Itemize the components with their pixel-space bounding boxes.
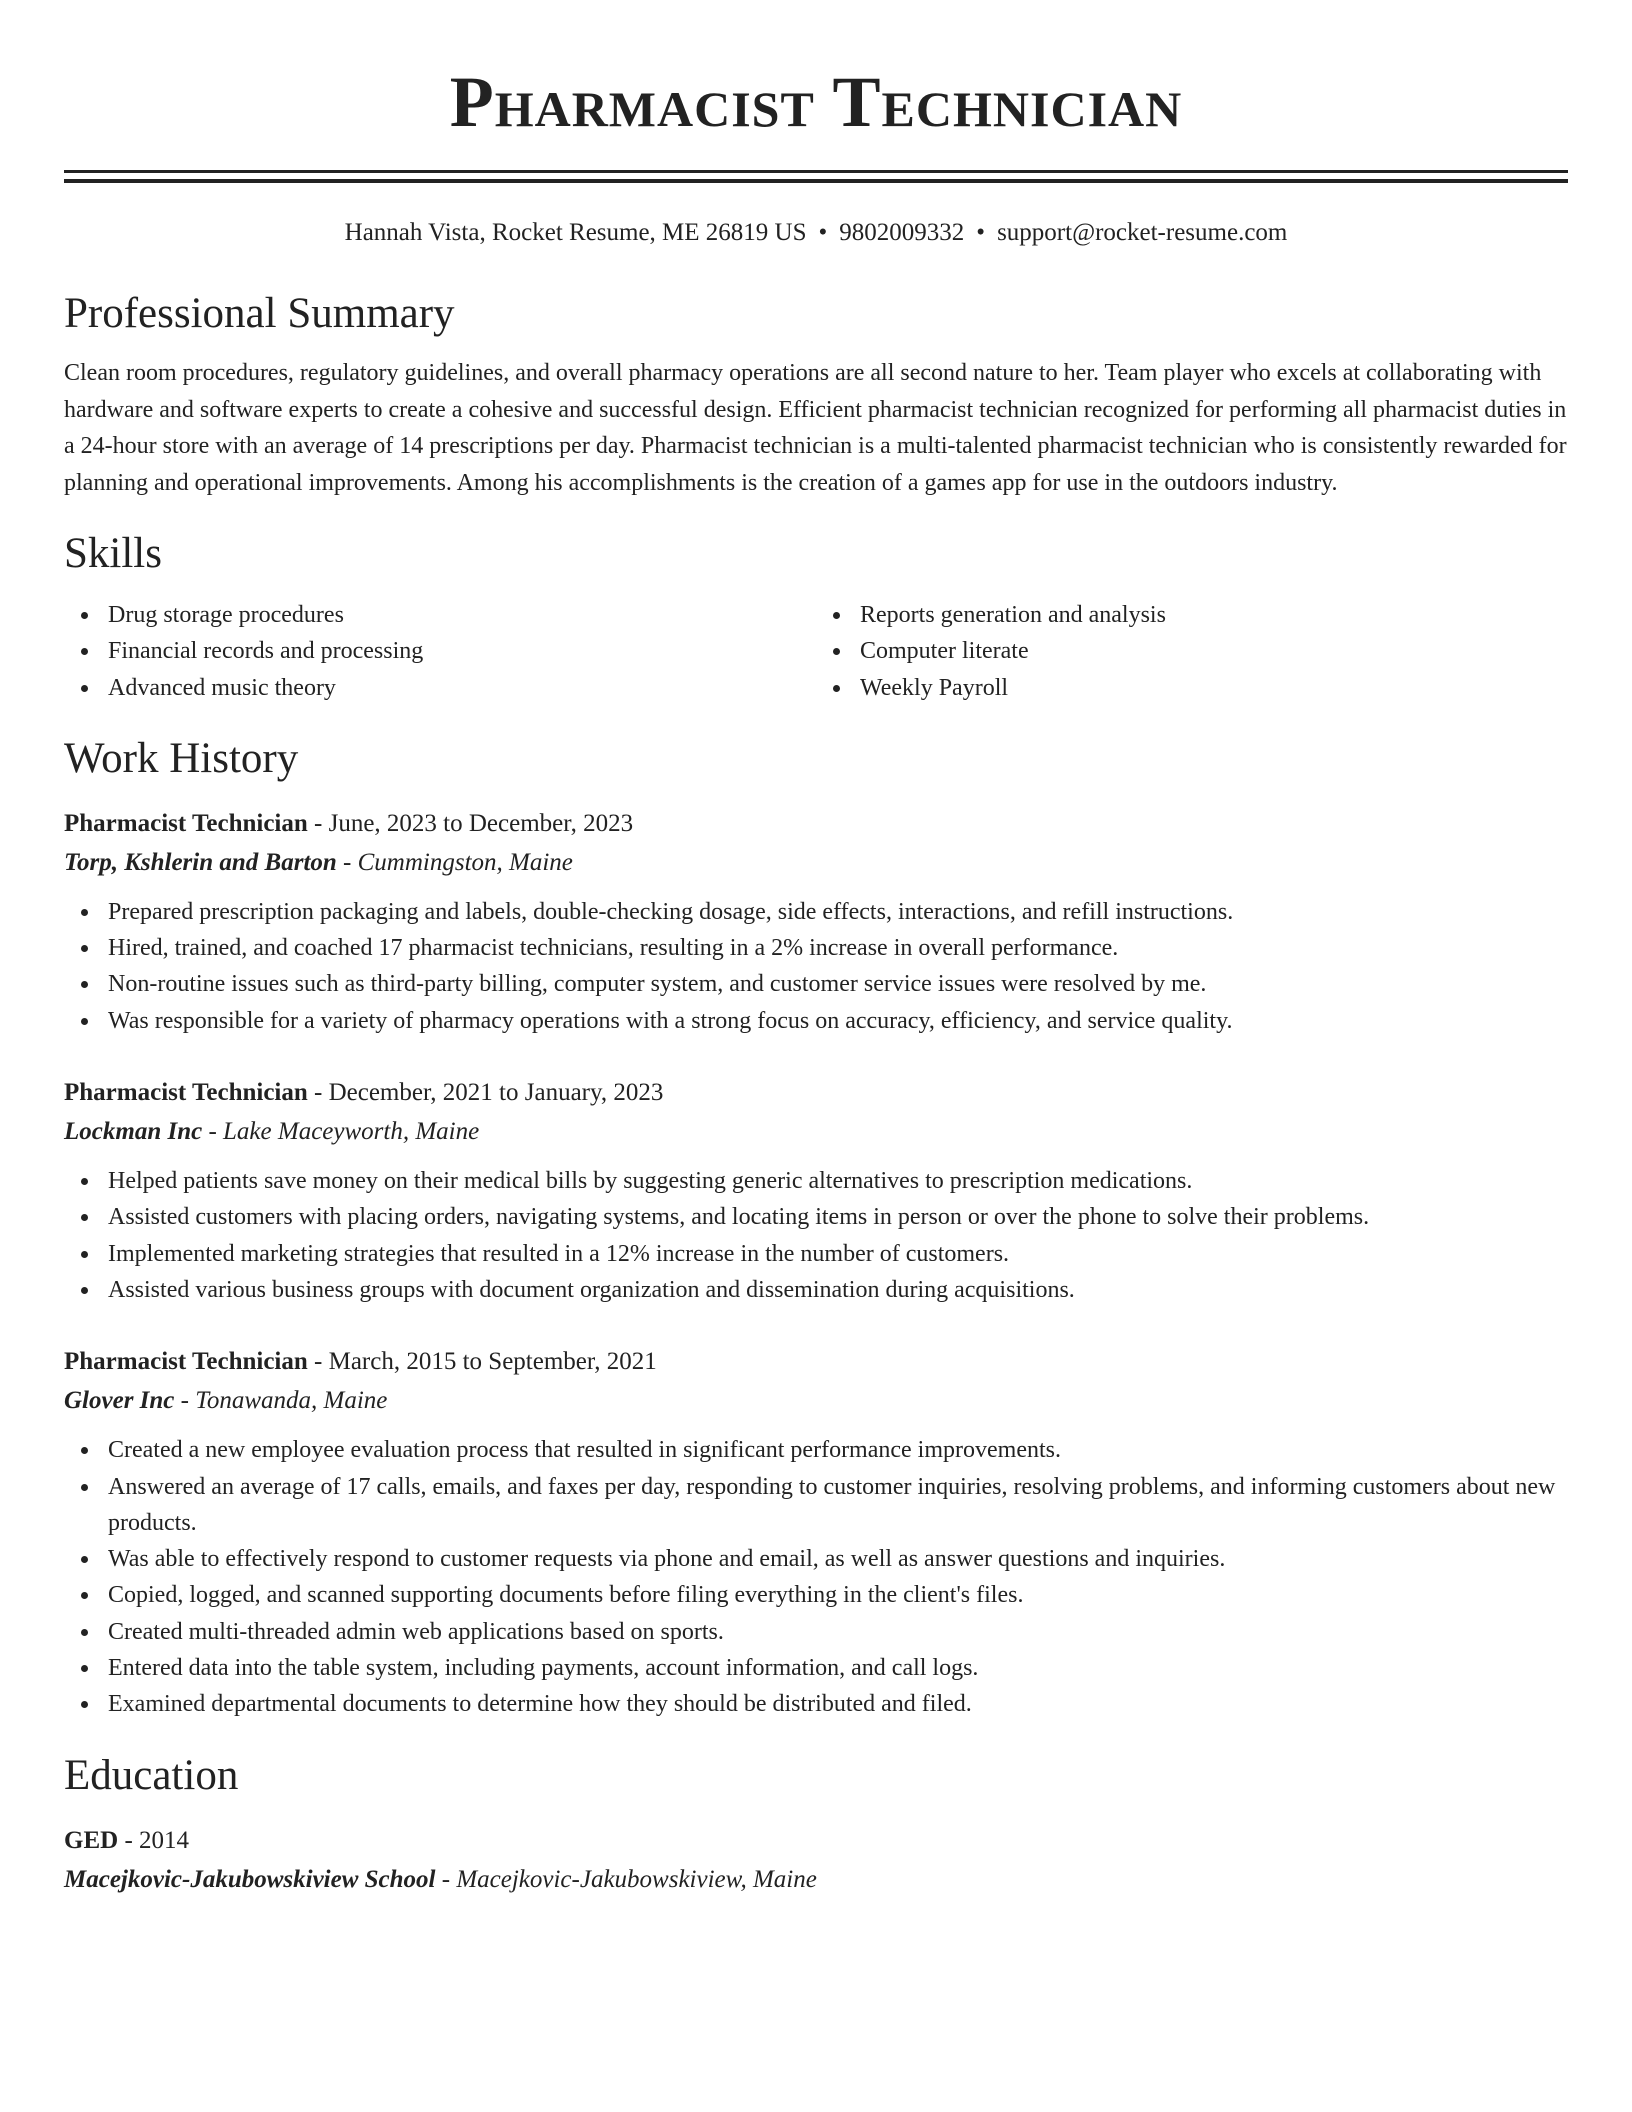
job-bullet: Assisted various business groups with document organization and dissemination during acquisitions.	[108, 1272, 1568, 1308]
job-bullets	[64, 1163, 1568, 1308]
title-divider-top	[64, 170, 1568, 173]
job-bullet: Created a new employee evaluation process that resulted in significant performance improvements.	[108, 1432, 1568, 1468]
job-location: Lake Maceyworth, Maine	[223, 1118, 480, 1146]
job-title-line: Pharmacist Technician - December, 2021 to January, 2023	[64, 1079, 664, 1107]
job-bullet: Created multi-threaded admin web applications based on sports.	[108, 1614, 1568, 1650]
skill-item: Advanced music theory	[108, 670, 816, 706]
job-title-line: Pharmacist Technician - June, 2023 to December, 2023	[64, 809, 634, 837]
job-location: Cummingston, Maine	[357, 848, 573, 876]
job-entry	[64, 1342, 1568, 1722]
job-bullet: Prepared prescription packaging and labels, double-checking dosage, side effects, interactions, and refill instructions.	[108, 894, 1568, 930]
skills-column-left	[64, 597, 816, 706]
job-company: Torp, Kshlerin and Barton	[64, 848, 337, 876]
education-location: Macejkovic-Jakubowskiview, Maine	[456, 1865, 817, 1893]
skill-item: Financial records and processing	[108, 633, 816, 669]
education-degree-line: GED - 2014	[64, 1826, 190, 1854]
education-degree: GED	[64, 1826, 119, 1854]
job-title: Pharmacist Technician	[64, 1348, 308, 1376]
education-heading: Education	[64, 1751, 239, 1799]
contact-address: Hannah Vista, Rocket Resume, ME 26819 US	[344, 219, 807, 246]
job-bullet: Answered an average of 17 calls, emails, and faxes per day, responding to customer inquiries, resolving problems, and informing customers about new products.	[108, 1469, 1568, 1542]
contact-line	[64, 217, 1568, 249]
summary-text: Clean room procedures, regulatory guidelines, and overall pharmacy operations are all second nature to her. Team player who excels at collaborating with hardware and software experts to create a cohesive and successful design. Efficient pharmacist technician recognized for performing all pharmacist duties in a 24-hour store with an average of 14 prescriptions per day. Pharmacist technician is a multi-talented pharmacist technician who is consistently rewarded for planning and operational improvements. Among his accomplishments is the creation of a games app for use in the outdoors industry.	[64, 360, 1567, 496]
job-bullet: Copied, logged, and scanned supporting documents before filing everything in the client's files.	[108, 1577, 1568, 1613]
skills-column-right	[816, 597, 1568, 706]
job-bullet: Examined departmental documents to determine how they should be distributed and filed.	[108, 1686, 1568, 1722]
resume-title: Pharmacist Technician	[449, 62, 1183, 142]
job-company-line: Glover Inc - Tonawanda, Maine	[64, 1387, 388, 1415]
job-bullet: Entered data into the table system, including payments, account information, and call logs.	[108, 1650, 1568, 1686]
education-year: 2014	[139, 1826, 190, 1854]
job-entry	[64, 804, 1568, 1039]
job-bullet: Was responsible for a variety of pharmacy operations with a strong focus on accuracy, efficiency, and service quality.	[108, 1003, 1568, 1039]
job-company-line: Lockman Inc - Lake Maceyworth, Maine	[64, 1118, 480, 1146]
summary-heading: Professional Summary	[64, 290, 455, 337]
job-title: Pharmacist Technician	[64, 809, 308, 837]
contact-email: support@rocket-resume.com	[997, 219, 1288, 246]
contact-separator: •	[818, 219, 828, 246]
skills-list	[64, 597, 1568, 706]
skill-item: Reports generation and analysis	[860, 597, 1568, 633]
skill-item: Computer literate	[860, 633, 1568, 669]
skill-item: Weekly Payroll	[860, 670, 1568, 706]
title-divider-bottom	[64, 179, 1568, 183]
skill-item: Drug storage procedures	[108, 597, 816, 633]
job-dates: March, 2015 to September, 2021	[328, 1348, 657, 1376]
job-bullet: Hired, trained, and coached 17 pharmacist technicians, resulting in a 2% increase in overall performance.	[108, 930, 1568, 966]
job-company: Glover Inc	[64, 1387, 175, 1415]
work-history-heading: Work History	[64, 734, 299, 782]
education-school: Macejkovic-Jakubowskiview School	[64, 1865, 436, 1893]
education-school-line: Macejkovic-Jakubowskiview School - Macejkovic-Jakubowskiview, Maine	[64, 1865, 817, 1893]
job-company-line: Torp, Kshlerin and Barton - Cummingston, Maine	[64, 848, 573, 876]
contact-separator: •	[976, 219, 986, 246]
job-bullet: Non-routine issues such as third-party billing, computer system, and customer service issues were resolved by me.	[108, 966, 1568, 1002]
job-bullet: Implemented marketing strategies that resulted in a 12% increase in the number of customers.	[108, 1236, 1568, 1272]
job-company: Lockman Inc	[64, 1118, 203, 1146]
job-location: Tonawanda, Maine	[195, 1387, 388, 1415]
job-dates: June, 2023 to December, 2023	[328, 809, 634, 837]
contact-phone: 9802009332	[839, 219, 965, 246]
job-bullet: Assisted customers with placing orders, navigating systems, and locating items in person or over the phone to solve their problems.	[108, 1199, 1568, 1235]
job-title: Pharmacist Technician	[64, 1079, 308, 1107]
job-bullet: Helped patients save money on their medical bills by suggesting generic alternatives to prescription medications.	[108, 1163, 1568, 1199]
job-dates: December, 2021 to January, 2023	[328, 1079, 664, 1107]
job-bullet: Was able to effectively respond to customer requests via phone and email, as well as answer questions and inquiries.	[108, 1541, 1568, 1577]
job-title-line: Pharmacist Technician - March, 2015 to September, 2021	[64, 1348, 657, 1376]
job-bullets	[64, 894, 1568, 1039]
job-entry	[64, 1073, 1568, 1308]
education-entry	[64, 1821, 1568, 1899]
skills-heading: Skills	[64, 530, 162, 577]
job-bullets	[64, 1432, 1568, 1722]
